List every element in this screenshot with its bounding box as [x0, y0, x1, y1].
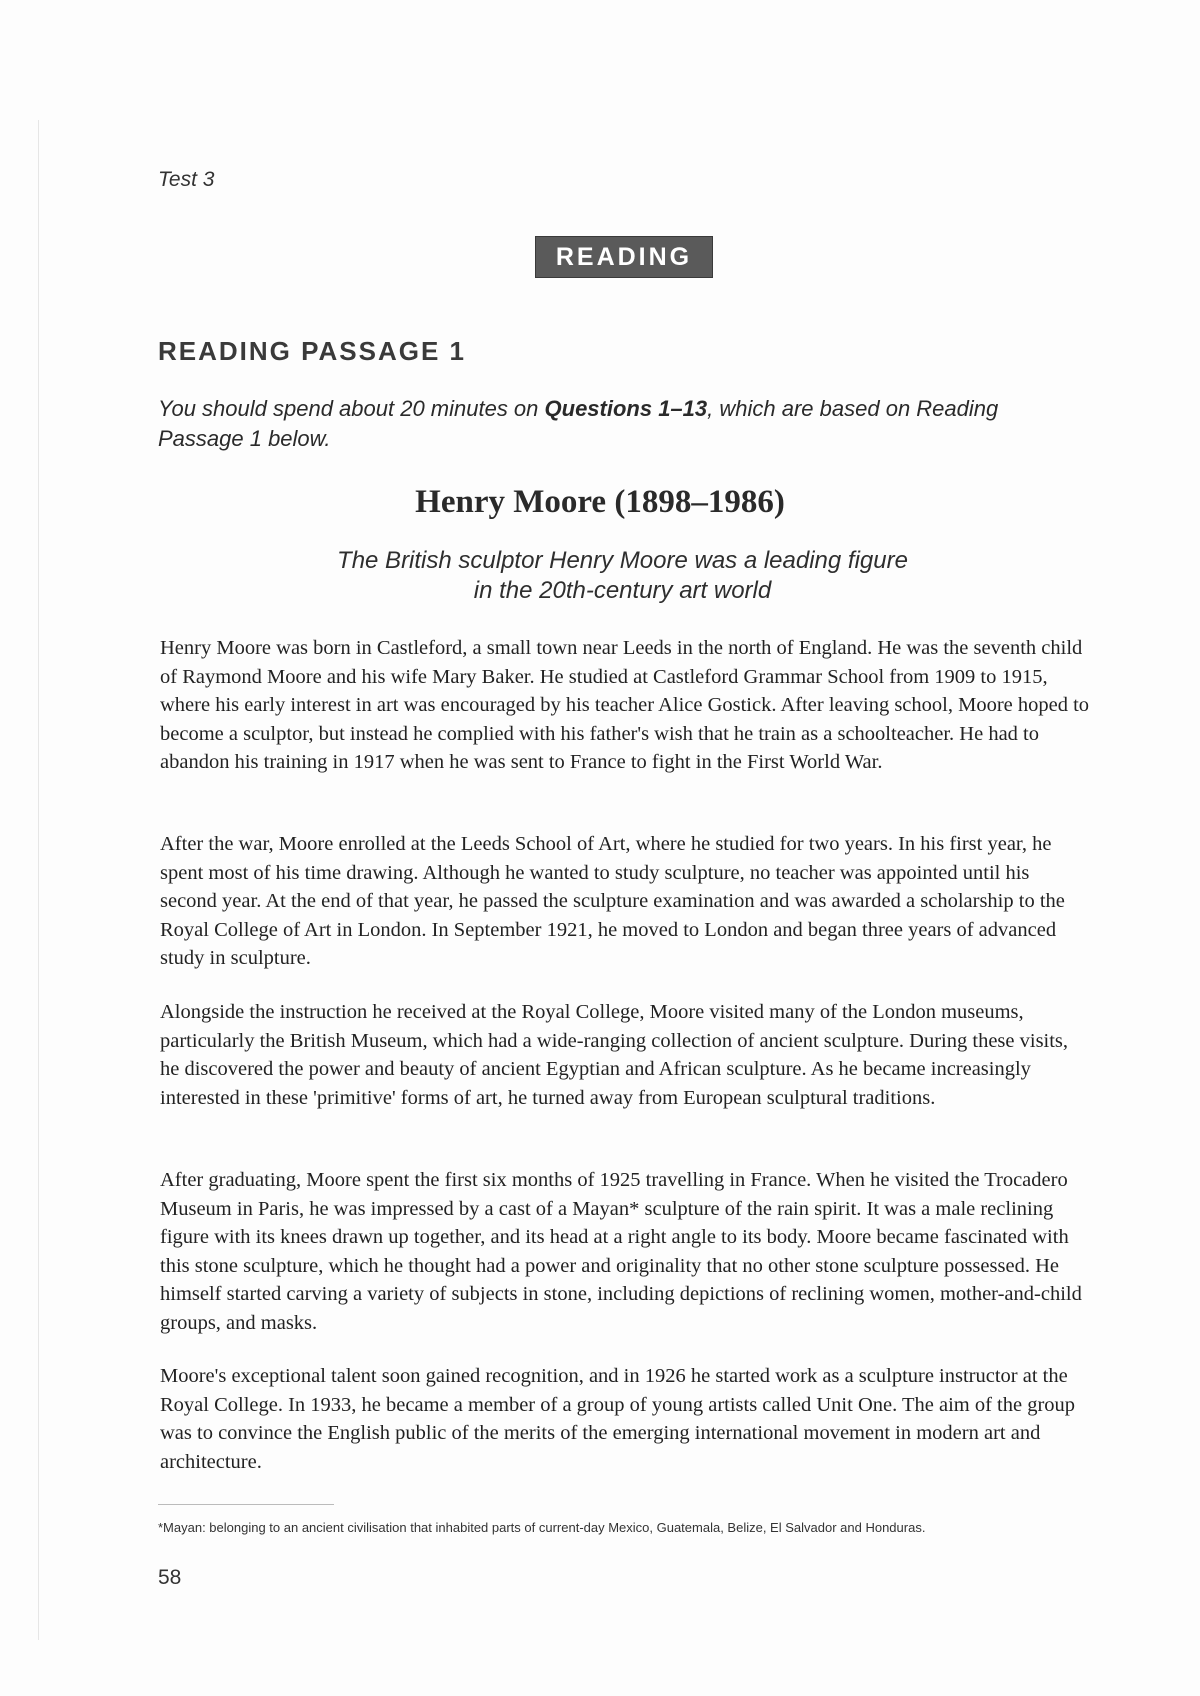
paragraph-1: Henry Moore was born in Castleford, a small town near Leeds in the north of England. He was the seventh child of Raymond Moore and his wife Mary Baker. He studied at Castleford Grammar School from 1909 to 1915, where his early interest in art was encouraged by his teacher Alice Gostick. After leaving school, Moore hoped to become a sculptor, but instead he complied with his father's wish that he train as a schoolteacher. He had to abandon his training in 1917 when he was sent to France to fight in the First World War. — [160, 637, 1090, 773]
instruction-questions: Questions 1–13 — [544, 396, 708, 421]
subtitle-line-1: The British sculptor Henry Moore was a leading figure — [337, 547, 908, 574]
section-banner: READING — [535, 236, 713, 278]
footnote-divider — [158, 1504, 334, 1505]
paragraph-4: After graduating, Moore spent the first six months of 1925 travelling in France. When he visited the Trocadero Museum in Paris, he was impressed by a cast of a Mayan* sculpture of the rain spirit. It was a male reclining figure with its knees drawn up together, and its head at a right angle to its body. Moore became fascinated with this stone sculpture, which he thought had a power and originality that no other stone sculpture possessed. He himself started carving a variety of subjects in stone, including depictions of reclining women, mother-and-child groups, and masks. — [160, 1169, 1082, 1334]
paragraph-5: Moore's exceptional talent soon gained recognition, and in 1926 he started work as a sculpture instructor at the Royal College. In 1933, he became a member of a group of young artists called Unit One. The aim of the group was to convince the English public of the merits of the emerging international movement in modern art and architecture. — [160, 1365, 1076, 1473]
passage-instruction — [158, 394, 1078, 454]
paragraph-3: Alongside the instruction he received at the Royal College, Moore visited many of the London museums, particularly the British Museum, which had a wide-ranging collection of ancient sculpture. During these visits, he discovered the power and beauty of ancient Egyptian and African sculpture. As he became increasingly interested in these 'primitive' forms of art, he turned away from European sculptural traditions. — [160, 1001, 1069, 1109]
page-number: 58 — [158, 1566, 182, 1589]
passage-heading: READING PASSAGE 1 — [158, 336, 467, 366]
article-title: Henry Moore (1898–1986) — [415, 484, 785, 520]
instruction-text-pre: You should spend about 20 minutes on — [158, 396, 545, 421]
article-subtitle — [160, 546, 1085, 606]
footnote: *Mayan: belonging to an ancient civilisation that inhabited parts of current-day Mexico, Guatemala, Belize, El Salvador and Honduras. — [158, 1520, 926, 1535]
paragraph-2: After the war, Moore enrolled at the Leeds School of Art, where he studied for two years. In his first year, he spent most of his time drawing. Although he wanted to study sculpture, no teacher was appointed until his second year. At the end of that year, he passed the sculpture examination and was awarded a scholarship to the Royal College of Art in London. In September 1921, he moved to London and began three years of advanced study in sculpture. — [160, 833, 1065, 969]
scan-edge-line — [38, 120, 39, 1640]
subtitle-line-2: in the 20th-century art world — [473, 577, 772, 604]
instruction-text-post: , which are based on Reading Passage 1 below. — [158, 396, 999, 451]
test-label: Test 3 — [158, 168, 215, 191]
